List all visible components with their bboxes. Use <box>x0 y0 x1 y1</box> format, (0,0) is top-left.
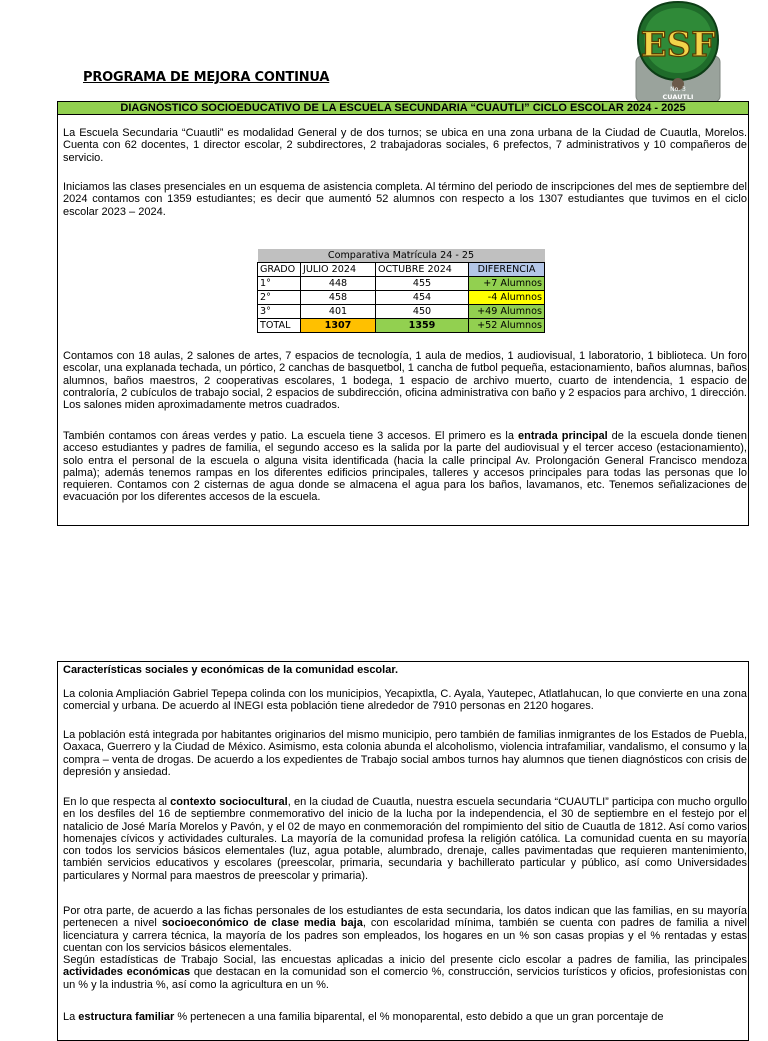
table-cell: 1307 <box>301 319 376 333</box>
text-run: % pertenecen a una familia biparental, el % monoparental, esto debido a que un gran porcentaje de <box>174 1011 664 1023</box>
table-cell: 2° <box>258 291 301 305</box>
table-cell: TOTAL <box>258 319 301 333</box>
table-row <box>258 319 545 333</box>
table-cell: 3° <box>258 305 301 319</box>
school-logo <box>632 0 724 104</box>
text-run: que destacan en la comunidad son el comercio %, construcción, servicios turísticos y oficios, profesionistas con un % y la industria %, así como la agricultura en un %. <box>63 966 747 991</box>
table-header: OCTUBRE 2024 <box>376 263 469 277</box>
table-cell: -4 Alumnos <box>469 291 545 305</box>
population-paragraph: La población está integrada por habitantes originarios del mismo municipio, pero también de familias inmigrantes de los Estados de Puebla, Oaxaca, Guerrero y la Ciudad de México. Asimismo, esta colonia abunda el alcoholismo, violencia intrafamiliar, vandalismo, el consumo y la compra – venta de drogas. De acuerdo a los expedientes de Trabajo social ambos turnos hay alumnos que tienen diagnósticos con crisis de depresión y ansiedad. <box>63 729 747 778</box>
text-run: de la escuela donde tienen acceso estudiantes y padres de familia, el segundo acceso es la salida por la parte del audiovisual y el tercer acceso (estacionamiento), solo entra el personal de la escuela o alguna visita identificada (hacia la calle principal Av. Prolongación General Francisco mendoza palma); además tenemos rampas en los diferentes edificios principales, talleres y accesos principales para todas las personas que lo requieren. Contamos con 2 cisternas de agua donde se almacena el agua para los baños, lavamanos, etc. Tenemos señalizaciones de evacuación por los diferentes accesos de la escuela. <box>63 430 748 504</box>
colony-paragraph: La colonia Ampliación Gabriel Tepepa colinda con los municipios, Yecapixtla, C. Ayala, Yautepec, Atlatlahucan, lo que convierte en una zona comercial y urbana. De acuerdo al INEGI esta población tiene alrededor de 7910 personas en 2120 hogares. <box>63 688 747 713</box>
enrollment-table <box>257 249 545 333</box>
text-run: También contamos con áreas verdes y patio. La escuela tiene 3 accesos. El primero es la <box>63 430 519 442</box>
table-cell: 1359 <box>376 319 469 333</box>
diagnostic-title: DIAGNÓSTICO SOCIOEDUCATIVO DE LA ESCUELA SECUNDARIA “CUAUTLI” CICLO ESCOLAR 2024 - 2025 <box>58 102 748 115</box>
text-run: La <box>63 1011 79 1023</box>
school-description: La Escuela Secundaria “Cuautli” es modalidad General y de dos turnos; se ubica en una zona urbana de la Ciudad de Cuautla, Morelos. Cuenta con 62 docentes, 1 director escolar, 2 subdirectores, 2 trabajadoras sociales, 6 prefectos, 7 administrativos y 10 compañeros de servicio. <box>63 127 747 164</box>
bold-text: socioeconómico de clase media baja <box>161 917 363 930</box>
logo-letters: ESF <box>640 25 716 65</box>
table-header: JULIO 2024 <box>301 263 376 277</box>
bold-text: actividades económicas <box>63 966 191 979</box>
logo-sub2: CUAUTLI <box>662 93 694 101</box>
text-run: Por otra parte, de acuerdo a las fichas personales de los estudiantes de esta secundaria, los datos indican que las familias, en su mayoría pertenecen a nivel <box>63 905 747 930</box>
table-row <box>258 277 545 291</box>
enrollment-paragraph: Iniciamos las clases presenciales en un esquema de asistencia completa. Al término del periodo de inscripciones del mes de septiembre del 2024 contamos con 1359 estudiantes; es decir que aumentó 52 alumnos con respecto a los 1307 estudiantes que tuvimos en el ciclo escolar 2023 – 2024. <box>63 181 747 218</box>
table-header: GRADO <box>258 263 301 277</box>
table-header: DIFERENCIA <box>469 263 545 277</box>
text-run: En lo que respecta al <box>63 796 171 808</box>
bold-text: entrada principal <box>518 430 608 442</box>
table-cell: 1° <box>258 277 301 291</box>
text-run: , con escolaridad mínima, también se cuenta con padres de familia a nivel licenciatura y carrera técnica, la mayoría de los padres son empleados, los hogares en un % son casas propias y el % rentadas y estas cuentan con los servicios básicos elementales. <box>63 917 747 954</box>
table-cell: 448 <box>301 277 376 291</box>
table-cell: 455 <box>376 277 469 291</box>
text-run: , en la ciudad de Cuautla, nuestra escuela secundaria “CUAUTLI” participa con mucho orgullo en los desfiles del 16 de septiembre conmemorativo del inicio de la lucha por la independencia, el 30 de septiembre en el festejo por el natalicio de José María Morelos y Pavón, y el 02 de mayo en conmemoración del rompimiento del sitio de Cuautla de 1812. Así como varios homenajes cívicos y actividades culturales. La mayoría de la comunidad profesa la religión católica. La comunidad cuenta en su mayoría con todos los servicios básicos elementales (luz, agua potable, alumbrado, drenaje, calles pavimentadas que requieren mantenimiento, también servicios educativos y escolares (preescolar, primaria, secundaria y bachillerato particular y público, así como Universidades particulares y Normal para maestros de preescolar y primaria). <box>63 796 748 882</box>
social-economic-section <box>57 661 749 1041</box>
section-title: Características sociales y económicas de la comunidad escolar. <box>63 664 399 676</box>
bold-text: estructura familiar <box>78 1011 175 1023</box>
logo-sub1: No. 3 <box>670 86 686 93</box>
economic-activities-paragraph <box>63 954 747 991</box>
access-paragraph <box>63 430 747 504</box>
facilities-paragraph: Contamos con 18 aulas, 2 salones de artes, 7 espacios de tecnología, 1 aula de medios, 1 audiovisual, 1 laboratorio, 1 biblioteca. Un foro escolar, una explanada techada, un pórtico, 2 canchas de basquetbol, 1 cancha de futbol pequeña, estacionamiento, baños alumnas, baños alumnos, baños maestros, 2 cooperativas escolares, 1 bodega, 1 espacio de archivo muerto, cuarto de intendencia, 1 espacio de contraloría, 2 cubículos de trabajo social, 2 espacios de subdirección, oficina administrativa con baño y 2 espacios para archivo, 1 dirección. Los salones miden aproximadamente metros cuadrados. <box>63 350 747 412</box>
socioeconomic-paragraph <box>63 905 747 954</box>
table-cell: +7 Alumnos <box>469 277 545 291</box>
program-title: PROGRAMA DE MEJORA CONTINUA <box>83 70 330 85</box>
table-row <box>258 291 545 305</box>
table-caption: Comparativa Matrícula 24 - 25 <box>258 249 545 263</box>
bold-text: contexto sociocultural <box>170 796 288 808</box>
table-cell: +49 Alumnos <box>469 305 545 319</box>
table-cell: 450 <box>376 305 469 319</box>
family-structure-paragraph <box>63 1011 747 1023</box>
table-row <box>258 305 545 319</box>
diagnostic-section <box>57 101 749 526</box>
table-cell: 454 <box>376 291 469 305</box>
text-run: Según estadísticas de Trabajo Social, las encuestas aplicadas a inicio del presente ciclo escolar a padres de familia, las principales <box>63 954 747 966</box>
table-cell: 401 <box>301 305 376 319</box>
table-cell: +52 Alumnos <box>469 319 545 333</box>
table-cell: 458 <box>301 291 376 305</box>
sociocultural-paragraph <box>63 796 747 882</box>
